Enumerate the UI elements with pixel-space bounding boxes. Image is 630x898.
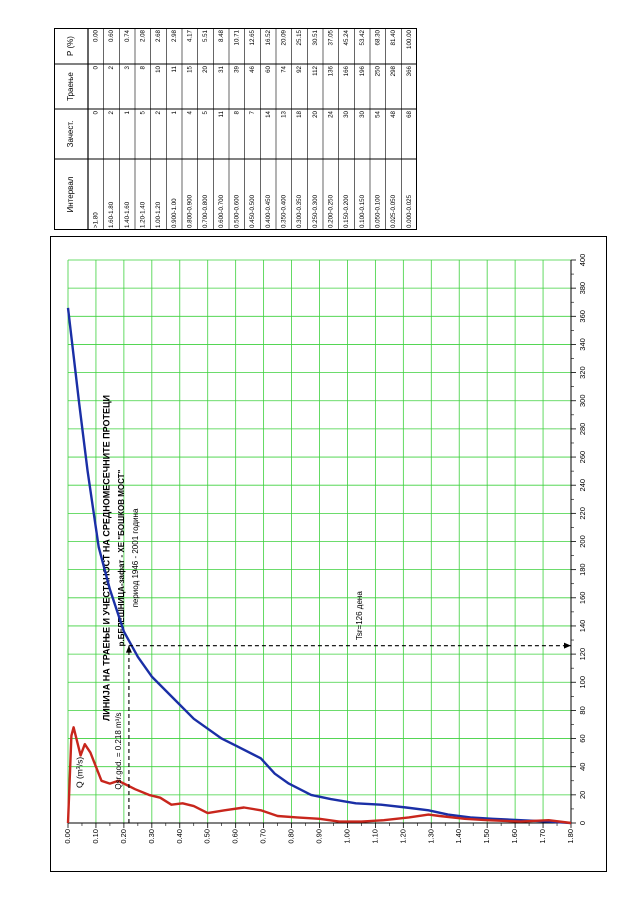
table-cell: 7 <box>249 111 257 115</box>
table-cell: 0 <box>92 111 100 115</box>
tick-label-q: 0.90 <box>314 829 324 844</box>
table-cell: 3 <box>123 66 131 70</box>
table-cell: 0.150-0.200 <box>343 194 351 228</box>
table-cell: 1 <box>170 111 178 115</box>
table-cell: 0.000-0.025 <box>405 194 413 228</box>
table-cell: 366 <box>405 66 413 77</box>
table-cell: 1 <box>123 111 131 115</box>
table-cell: 0.100-0.150 <box>358 194 366 228</box>
table-cell: 0.450-0.500 <box>249 194 257 228</box>
duration-chart-svg <box>50 236 607 872</box>
tick-label-days: 40 <box>577 762 587 771</box>
tick-label-days: 360 <box>577 310 587 323</box>
table-cell: 5.51 <box>202 30 210 43</box>
tick-label-days: 240 <box>577 478 587 492</box>
table-cell: 196 <box>358 66 366 77</box>
table-cell: 136 <box>327 66 335 77</box>
table-cell: 0.700-0.800 <box>202 194 210 228</box>
table-header-1: Зачест. <box>66 120 76 148</box>
tick-label-days: 400 <box>577 253 587 267</box>
tick-label-days: 220 <box>577 507 587 520</box>
table-cell: 11 <box>217 111 225 118</box>
table-cell: 68.30 <box>374 30 382 46</box>
table-cell: 4.17 <box>186 30 194 43</box>
interval-table <box>54 28 417 230</box>
tick-label-q: 1.00 <box>342 829 352 844</box>
table-cell: 46 <box>249 66 257 73</box>
table-cell: 68 <box>405 111 413 118</box>
table-header-3: P (%) <box>66 36 76 56</box>
table-cell: 0.500-0.600 <box>233 194 241 228</box>
tick-label-days: 60 <box>577 734 587 743</box>
tick-label-days: 340 <box>577 338 587 351</box>
table-cell: 0.800-0.900 <box>186 194 194 228</box>
table-cell: 298 <box>390 66 398 77</box>
chart-title-line-1: р.БЕЛЕШНИЦА-зафат - ХЕ "БОШКОВ МОСТ" <box>117 469 127 647</box>
table-cell: 20 <box>311 111 319 118</box>
tsr-label: Tsr=126 дена <box>355 591 365 641</box>
table-cell: 0.60 <box>108 30 116 43</box>
table-cell: 8 <box>233 111 241 115</box>
tick-label-q: 0.70 <box>258 829 268 844</box>
table-cell: 0.350-0.400 <box>280 194 288 228</box>
table-cell: 2 <box>108 66 116 70</box>
table-cell: 0.600-0.700 <box>217 194 225 228</box>
table-cell: 30.51 <box>311 30 319 46</box>
table-cell: 12.65 <box>249 30 257 46</box>
table-cell: 2 <box>155 111 163 115</box>
tick-label-q: 0.10 <box>90 829 100 844</box>
table-cell: 2.98 <box>170 29 178 43</box>
tick-label-days: 0 <box>577 820 587 826</box>
tick-label-days: 160 <box>577 591 587 605</box>
table-cell: 0.250-0.300 <box>311 194 319 228</box>
table-cell: 1.20-1.40 <box>139 201 147 228</box>
table-cell: 100.00 <box>405 30 413 49</box>
tick-label-q: 1.20 <box>398 829 408 844</box>
table-cell: 0.025-0.050 <box>390 194 398 228</box>
table-cell: 2.08 <box>139 30 147 43</box>
table-cell: 14 <box>264 111 272 118</box>
table-cell: 5 <box>202 111 210 115</box>
tick-label-days: 140 <box>577 619 587 633</box>
tick-label-q: 1.40 <box>454 829 464 844</box>
tick-label-days: 280 <box>577 422 587 436</box>
table-cell: 30 <box>343 111 351 118</box>
table-cell: 5 <box>139 111 147 115</box>
interval-table-svg <box>54 28 417 230</box>
table-cell: 74 <box>280 66 288 73</box>
table-cell: 53.42 <box>358 30 366 46</box>
tick-label-q: 0.40 <box>174 829 184 844</box>
tick-label-q: 0.20 <box>118 829 128 844</box>
tick-label-q: 0.30 <box>146 829 156 844</box>
chart-title-line-2: период 1946 - 2001 година <box>131 508 141 608</box>
table-cell: 1.00-1.20 <box>155 201 163 228</box>
table-cell: 0 <box>92 66 100 70</box>
tick-label-q: 0.50 <box>202 829 212 844</box>
tick-label-days: 200 <box>577 535 587 548</box>
table-cell: >1.80 <box>92 212 100 228</box>
table-cell: 1.40-1.60 <box>123 201 131 228</box>
table-cell: 2 <box>108 111 116 115</box>
table-cell: 25.15 <box>296 30 304 46</box>
table-cell: 92 <box>296 66 304 73</box>
table-cell: 54 <box>374 111 382 118</box>
tick-label-q: 1.30 <box>426 829 436 844</box>
tick-label-days: 300 <box>577 394 587 408</box>
tick-label-q: 0.60 <box>230 829 240 844</box>
tick-label-days: 80 <box>577 706 587 715</box>
table-cell: 13 <box>280 111 288 118</box>
table-cell: 1.60-1.80 <box>108 201 116 228</box>
table-cell: 0.050-0.100 <box>374 194 382 228</box>
duration-chart <box>50 236 607 872</box>
table-cell: 2.68 <box>155 30 163 43</box>
tick-label-days: 380 <box>577 281 587 295</box>
table-header-0: Интервал <box>66 176 76 213</box>
table-cell: 30 <box>358 111 366 118</box>
table-cell: 60 <box>264 66 272 73</box>
tick-label-q: 1.50 <box>482 829 492 844</box>
table-cell: 8.48 <box>217 30 225 43</box>
table-cell: 20.09 <box>280 30 288 46</box>
table-header-2: Траење <box>66 72 76 101</box>
table-cell: 166 <box>343 66 351 77</box>
tick-label-days: 260 <box>577 450 587 464</box>
table-cell: 37.05 <box>327 30 335 46</box>
tick-label-q: 1.70 <box>538 829 548 844</box>
table-cell: 48 <box>390 111 398 118</box>
table-cell: 10.71 <box>233 30 241 46</box>
tick-label-days: 180 <box>577 563 587 576</box>
table-cell: 81.40 <box>390 30 398 46</box>
table-cell: 16.52 <box>264 30 272 46</box>
table-cell: 0.74 <box>123 30 131 43</box>
table-cell: 45.24 <box>343 30 351 46</box>
table-cell: 15 <box>186 66 194 73</box>
table-cell: 250 <box>374 66 382 77</box>
tick-label-q: 1.10 <box>370 829 380 844</box>
table-cell: 8 <box>139 66 147 70</box>
table-cell: 10 <box>155 66 163 73</box>
table-cell: 20 <box>202 66 210 73</box>
tick-label-q: 1.60 <box>510 829 520 844</box>
table-cell: 0.00 <box>92 30 100 43</box>
tick-label-q: 1.80 <box>565 829 575 844</box>
table-cell: 39 <box>233 66 241 73</box>
table-cell: 18 <box>296 111 304 118</box>
tick-label-days: 100 <box>577 675 587 689</box>
tick-label-days: 320 <box>577 366 587 379</box>
table-cell: 112 <box>311 66 319 76</box>
tick-label-days: 120 <box>577 647 587 661</box>
y-axis-label: Q (m³/s) <box>74 756 85 788</box>
table-cell: 11 <box>170 66 178 73</box>
table-cell: 0.400-0.450 <box>264 194 272 228</box>
table-cell: 0.300-0.350 <box>296 194 304 228</box>
table-cell: 0.200-0.250 <box>327 194 335 228</box>
table-cell: 24 <box>327 111 335 118</box>
tick-label-q: 0.80 <box>286 829 296 844</box>
table-cell: 4 <box>186 111 194 115</box>
table-cell: 31 <box>217 66 225 73</box>
tick-label-days: 20 <box>577 790 587 800</box>
tick-label-q: 0.00 <box>62 829 72 844</box>
table-cell: 0.900-1.00 <box>170 198 178 228</box>
qsr-label: Qsr.god. = 0.218 m³/s <box>114 712 124 790</box>
chart-title-line-0: ЛИНИЈА НА ТРАЕЊЕ И УЧЕСТАНОСТ НА СРЕДНОМЕСЕЧНИТЕ ПРОТЕЦИ <box>101 394 112 722</box>
